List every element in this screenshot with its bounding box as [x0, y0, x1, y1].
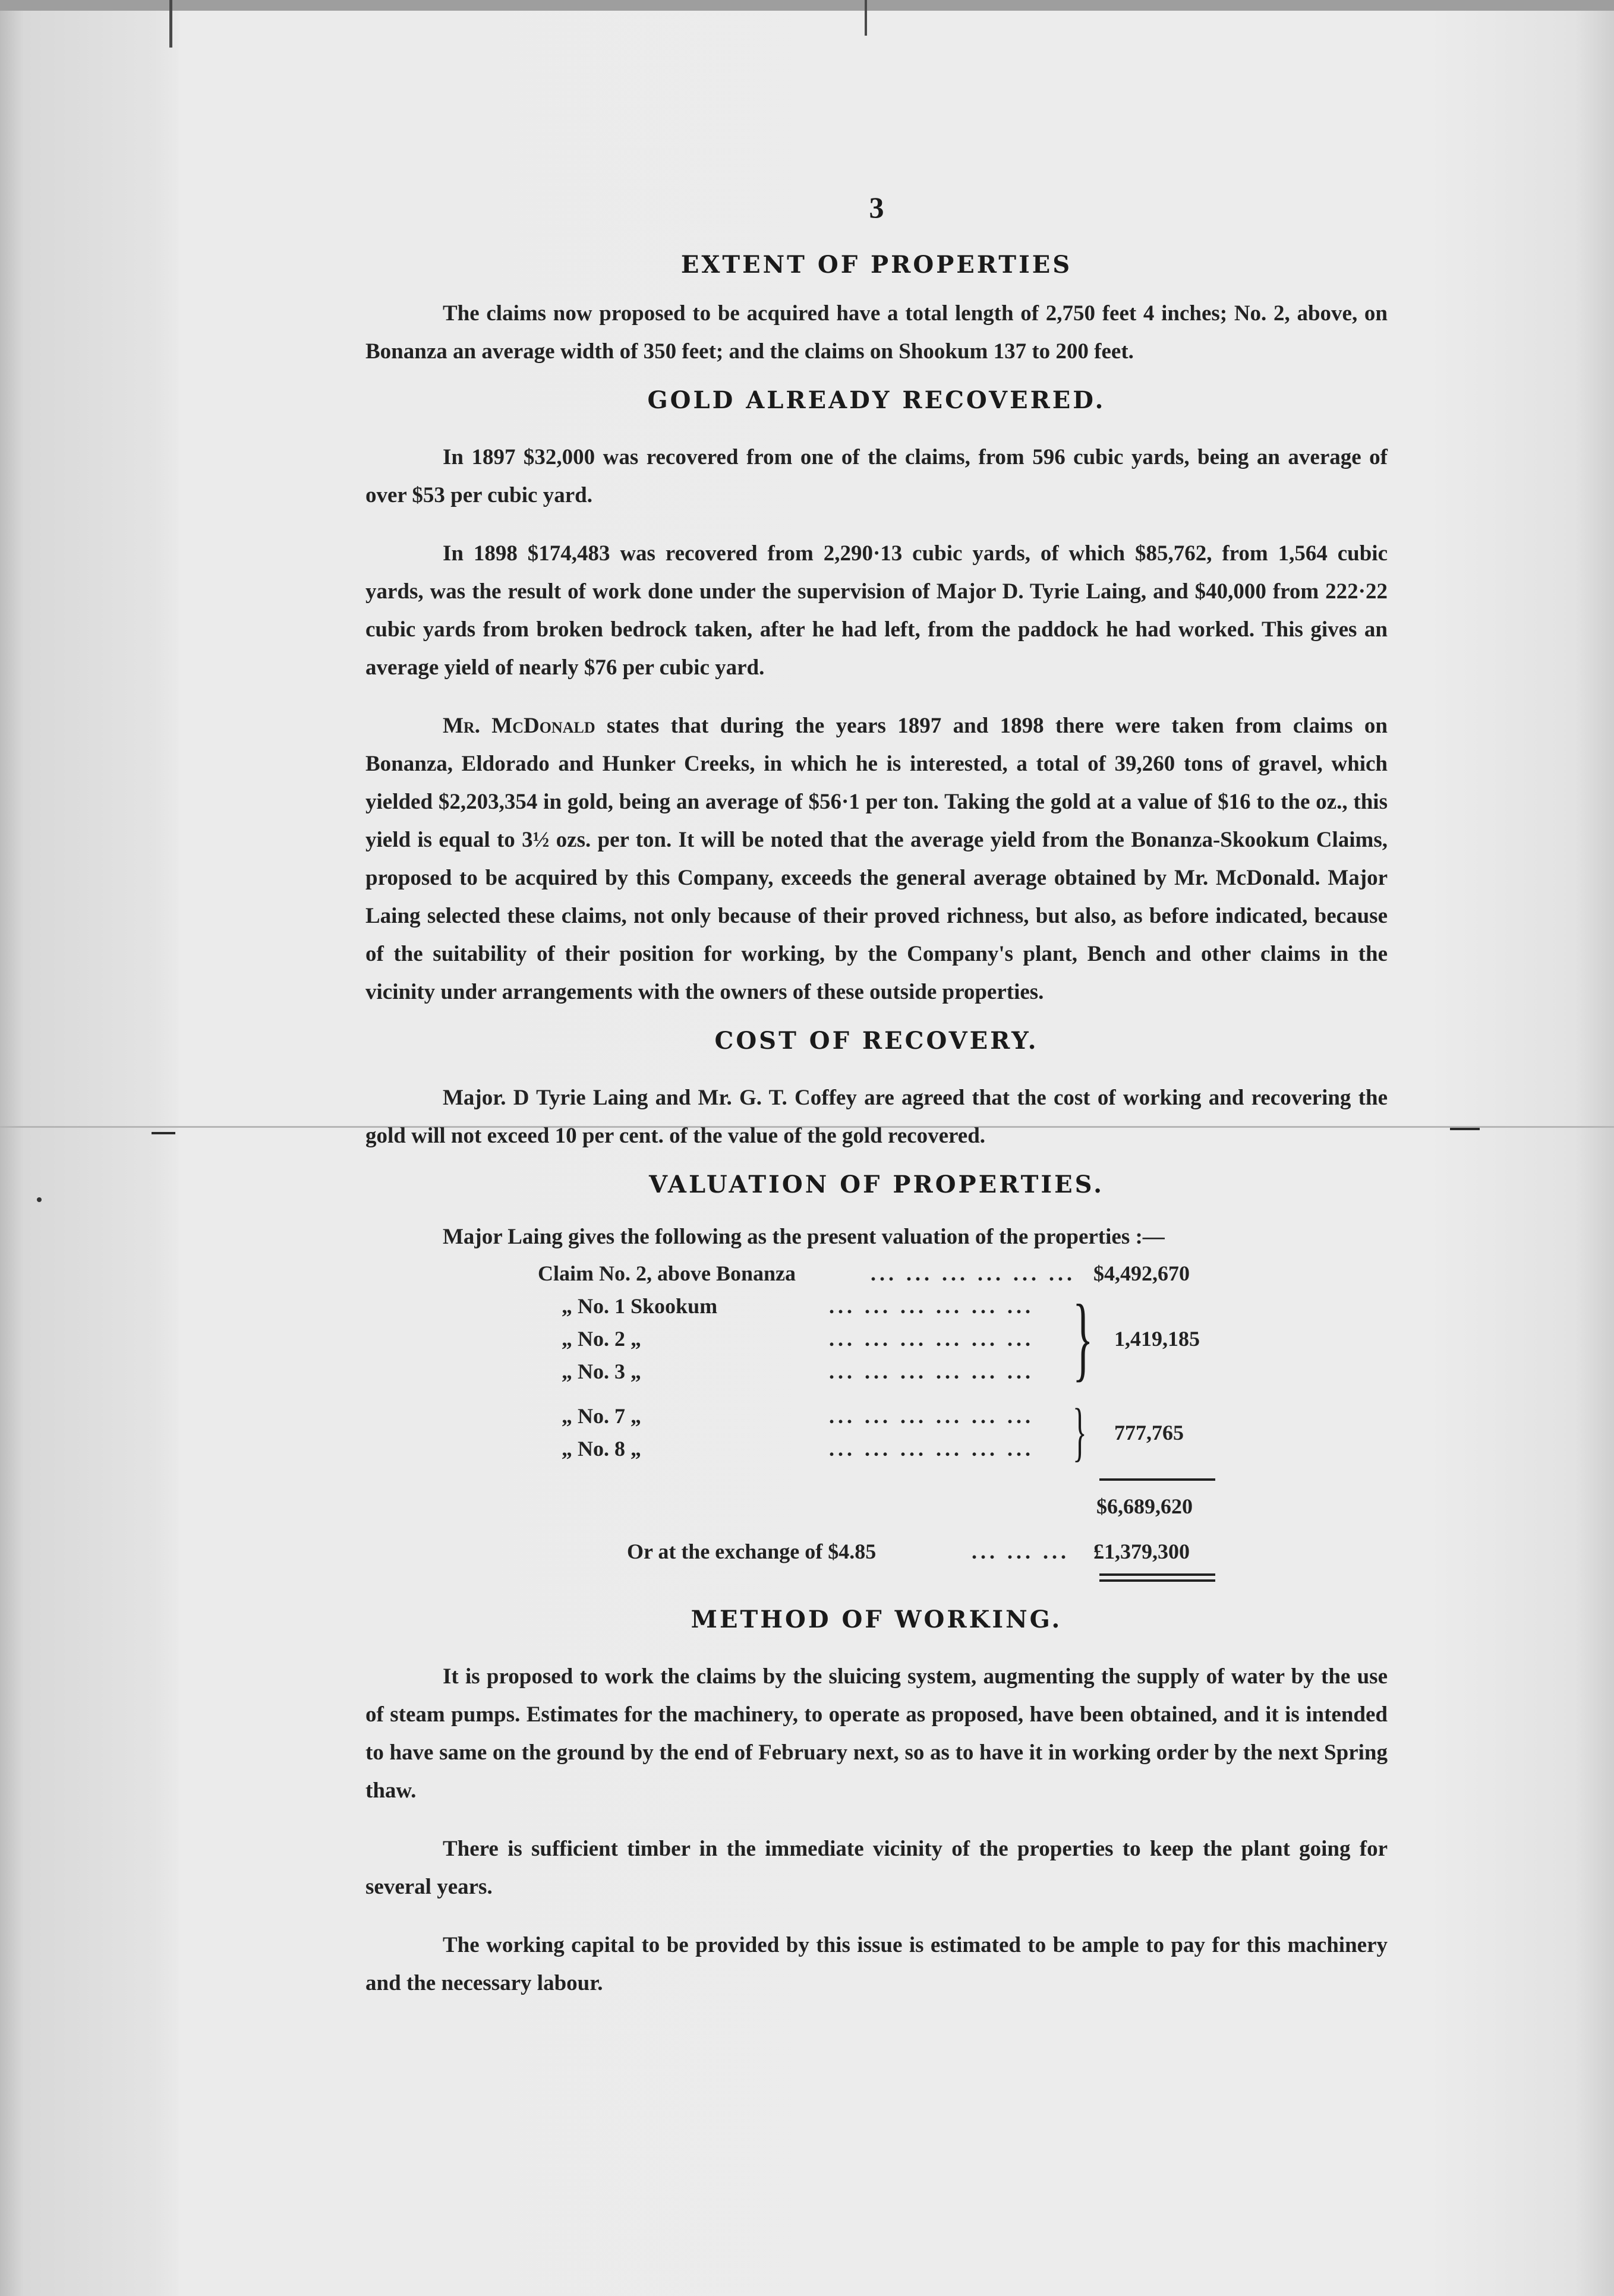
brace-icon: } — [1073, 1395, 1087, 1468]
binding-edge — [865, 0, 867, 36]
heading-extent: EXTENT OF PROPERTIES — [680, 251, 1073, 279]
leader-dots: ... ... ... ... ... ... — [829, 1360, 1034, 1383]
exchange-label: Or at the exchange of $4.85 — [627, 1540, 877, 1563]
document-body — [365, 190, 1388, 2002]
brace-icon: } — [1073, 1285, 1093, 1390]
leader-dots: ... ... ... ... ... ... — [829, 1404, 1034, 1428]
paragraph: In 1898 $174,483 was recovered from 2,290·13 cubic yards, of which $85,762, from 1,564 cubic yards, was the result of work done under the supervision of Major D. Tyrie Laing, and $40,000 from 222·22 cubic yards from broken bedrock taken, after he had left, from the paddock he had worked. This gives an average yield of nearly $76 per cubic yard. — [365, 541, 1388, 680]
group-value-text: 777,765 — [1114, 1421, 1184, 1445]
total-row — [1096, 1490, 1275, 1523]
paragraph: The working capital to be provided by this issue is estimated to be ample to pay for this machinery and the necessary labour. — [365, 1933, 1388, 1995]
margin-mark — [152, 1132, 175, 1134]
heading-valuation: VALUATION OF PROPERTIES. — [649, 1171, 1104, 1199]
group-value-text: 1,419,185 — [1114, 1327, 1200, 1351]
leader-dots: ... ... ... — [972, 1540, 1070, 1563]
paragraph: The claims now proposed to be acquired have a total length of 2,750 feet 4 inches; No. 2, above, on Bonanza an average width of 350 feet; and the claims on Shookum 137 to 200 feet. — [365, 301, 1388, 364]
paragraph: Major. D Tyrie Laing and Mr. G. T. Coffey are agreed that the cost of working and recovering the gold will not exceed 10 per cent. of the value of the gold recovered. — [365, 1086, 1388, 1148]
paragraph — [365, 707, 1388, 1011]
margin-mark — [1450, 1128, 1480, 1130]
valuation-intro: Major Laing gives the following as the present valuation of the properties :— — [443, 1225, 1165, 1249]
row-label: Claim No. 2, above Bonanza — [538, 1261, 796, 1285]
exchange-row — [365, 1535, 1388, 1568]
leader-dots: ... ... ... ... ... ... — [829, 1437, 1034, 1461]
double-rule — [1099, 1573, 1215, 1576]
valuation-row — [365, 1355, 1388, 1388]
heading-method-working: METHOD OF WORKING. — [691, 1606, 1063, 1633]
paragraph: In 1897 $32,000 was recovered from one of the claims, from 596 cubic yards, being an average of over $53 per cubic yard. — [365, 445, 1388, 507]
page-margin-shadow — [0, 0, 178, 2296]
exchange-value: £1,379,300 — [1093, 1540, 1190, 1563]
page-number: 3 — [869, 191, 884, 224]
heading-cost-recovery: COST OF RECOVERY. — [714, 1027, 1039, 1055]
sum-rule — [1099, 1478, 1215, 1481]
row-label: „ No. 1 Skookum — [562, 1294, 718, 1318]
row-label: „ No. 3 „ — [562, 1360, 641, 1383]
row-label: „ No. 2 „ — [562, 1327, 641, 1351]
name-mcdonald: Mr. McDonald — [443, 714, 595, 738]
leader-dots: ... ... ... ... ... ... — [829, 1294, 1034, 1318]
double-rule — [1099, 1579, 1215, 1582]
valuation-table — [365, 1257, 1388, 1590]
valuation-row — [365, 1290, 1388, 1323]
valuation-row — [365, 1257, 1388, 1290]
row-label: „ No. 8 „ — [562, 1437, 641, 1461]
heading-gold-recovered: GOLD ALREADY RECOVERED. — [647, 386, 1106, 414]
group-value — [1114, 1323, 1293, 1355]
group-value — [1114, 1417, 1293, 1449]
speck — [37, 1197, 42, 1202]
row-value: $4,492,670 — [1093, 1261, 1190, 1285]
leader-dots: ... ... ... ... ... ... — [829, 1327, 1034, 1351]
row-label: „ No. 7 „ — [562, 1404, 641, 1428]
paragraph: There is sufficient timber in the immediate vicinity of the properties to keep the plant going for several years. — [365, 1837, 1388, 1899]
top-edge — [0, 0, 1614, 11]
paragraph-text: states that during the years 1897 and 1898 there were taken from claims on Bonanza, Eldorado and Hunker Creeks, in which he is interested, a total of 39,260 tons of gravel, which yielded $2,203,354 in gold, being an average of $56·1 per ton. Taking the gold at a value of $16 to the oz., this yield is equal to 3½ ozs. per ton. It will be noted that the average yield from the Bonanza-Skookum Claims, proposed to be acquired by this Company, exceeds the general average obtained by Mr. McDonald. Major Laing selected these claims, not only because of their proved richness, but also, as before indicated, because of the suitability of their position for working, by the Company's plant, Bench and other claims in the vicinity under arrangements with the owners of these outside properties. — [365, 714, 1388, 1004]
total-value: $6,689,620 — [1096, 1494, 1193, 1518]
paragraph: It is proposed to work the claims by the sluicing system, augmenting the supply of water by the use of steam pumps. Estimates for the machinery, to operate as proposed, have been obtained, and it is intended to have same on the ground by the end of February next, so as to have it in working order by the next Spring thaw. — [365, 1664, 1388, 1803]
binding-edge — [169, 0, 172, 48]
leader-dots: ... ... ... ... ... ... — [871, 1261, 1076, 1285]
